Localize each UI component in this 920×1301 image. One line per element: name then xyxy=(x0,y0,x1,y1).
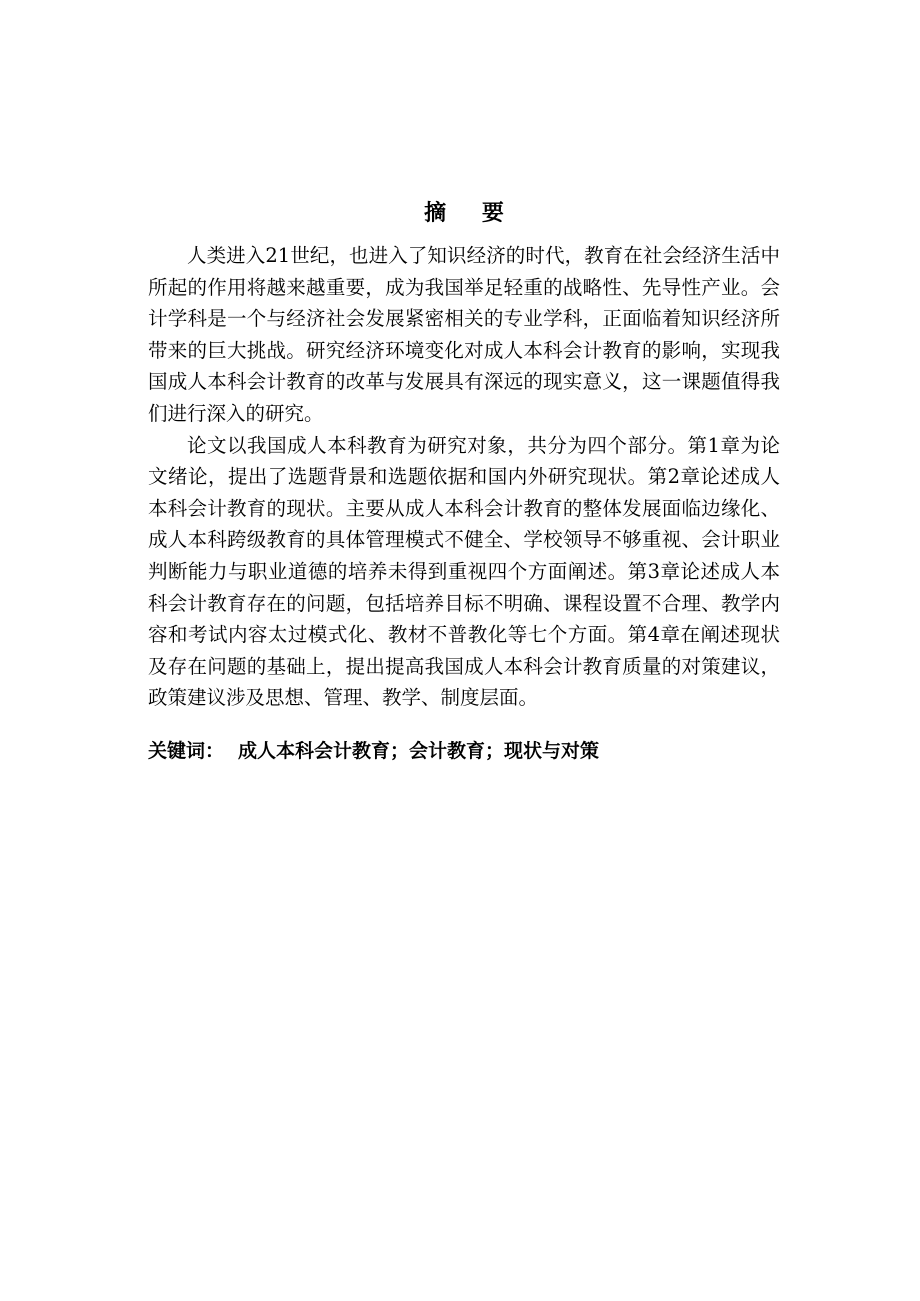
abstract-paragraph-2: 论文以我国成人本科教育为研究对象，共分为四个部分。第1章为论文绪论，提出了选题背景和选题依据和国内外研究现状。第2章论述成人本科会计教育的现状。主要从成人本科会计教育的整体发展面临边缘化、成人本科跨级教育的具体管理模式不健全、学校领导不够重视、会计职业判断能力与职业道德的培养未得到重视四个方面阐述。第3章论述成人本科会计教育存在的问题，包括培养目标不明确、课程设置不合理、教学内容和考试内容太过模式化、教材不普教化等七个方面。第4章在阐述现状及存在问题的基础上，提出提高我国成人本科会计教育质量的对策建议，政策建议涉及思想、管理、教学、制度层面。 xyxy=(148,433,780,710)
keywords-line xyxy=(148,736,780,766)
keywords-label: 关键词： xyxy=(148,739,225,762)
abstract-paragraph-1: 人类进入21世纪，也进入了知识经济的时代，教育在社会经济生活中所起的作用将越来越重要，成为我国举足轻重的战略性、先导性产业。会计学科是一个与经济社会发展紧密相关的专业学科，正面临着知识经济所带来的巨大挑战。研究经济环境变化对成人本科会计教育的影响，实现我国成人本科会计教育的改革与发展具有深远的现实意义，这一课题值得我们进行深入的研究。 xyxy=(148,244,780,425)
abstract-page xyxy=(148,196,780,766)
keywords-text: 成人本科会计教育；会计教育；现状与对策 xyxy=(238,739,600,762)
abstract-title: 摘 要 xyxy=(424,200,518,226)
